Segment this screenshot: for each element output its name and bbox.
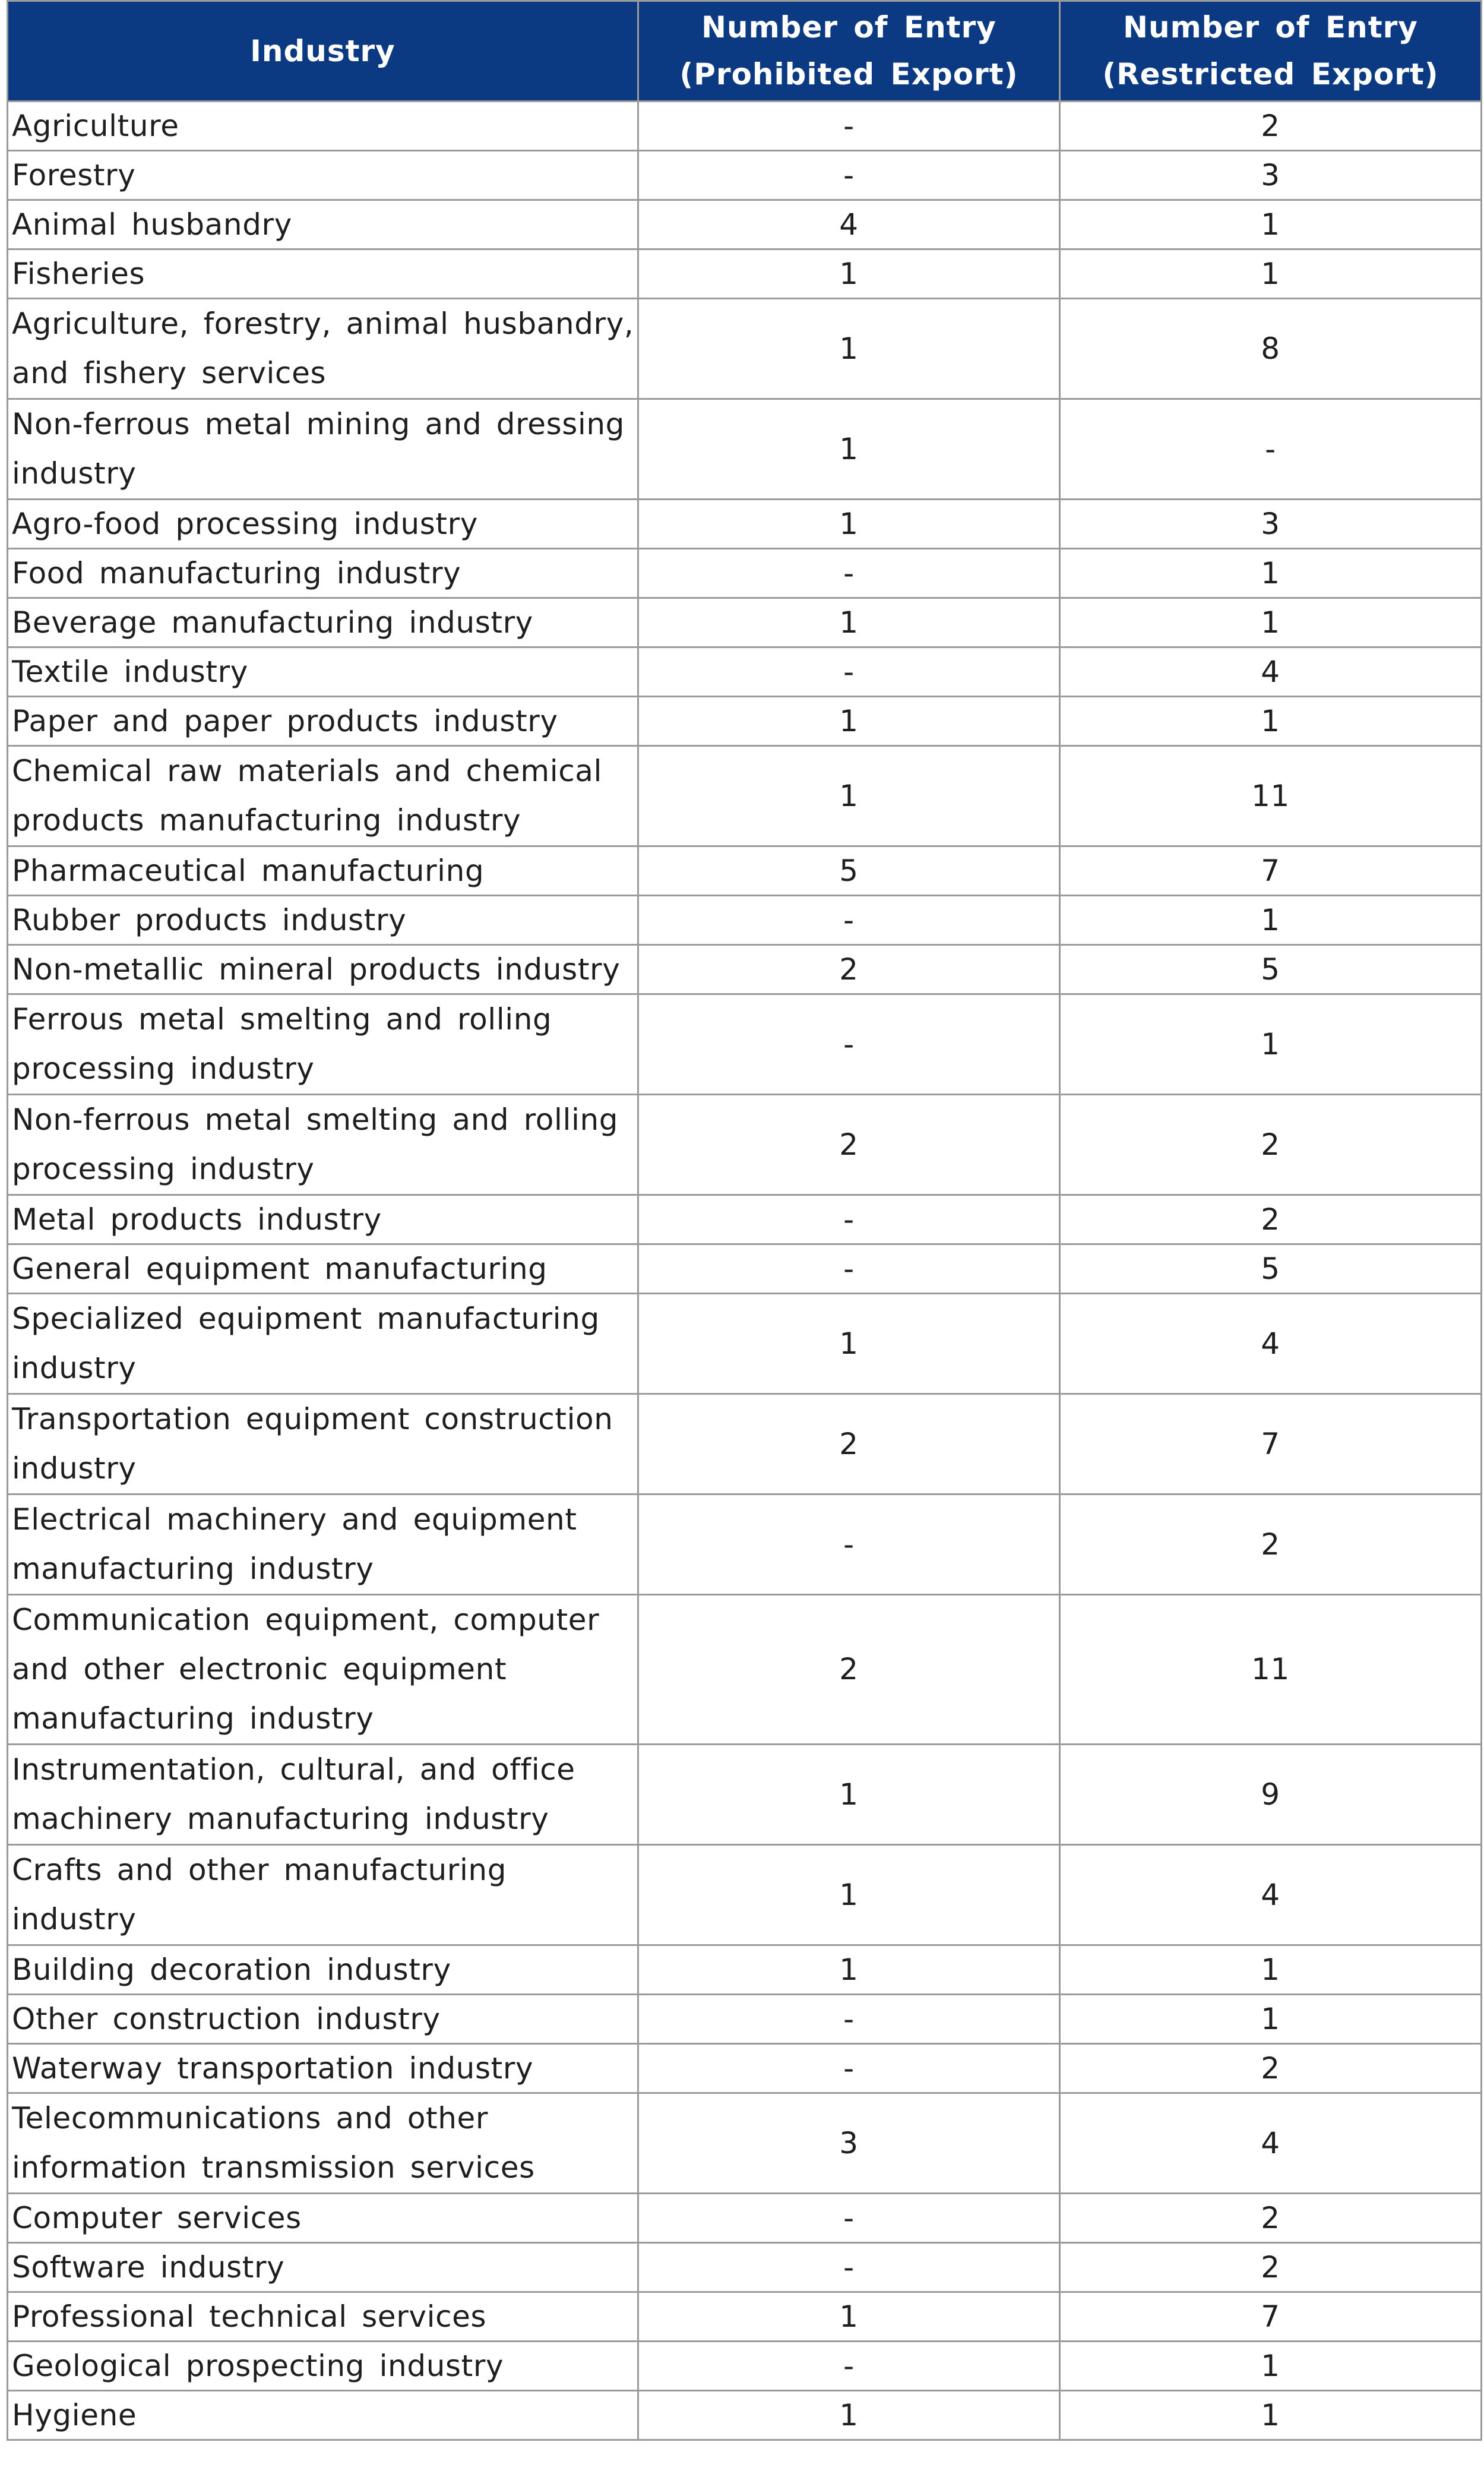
cell-restricted-count: 1: [1060, 1945, 1482, 1995]
table-body: [8, 102, 1482, 2440]
cell-industry: Agro-food processing industry: [8, 500, 638, 549]
cell-prohibited-count: 2: [638, 1595, 1060, 1745]
cell-restricted-count: 1: [1060, 200, 1482, 249]
table-row: [8, 500, 1482, 549]
cell-prohibited-count: 1: [638, 1845, 1060, 1945]
cell-industry: General equipment manufacturing: [8, 1244, 638, 1294]
cell-prohibited-count: 1: [638, 500, 1060, 549]
header-row: [8, 1, 1482, 102]
cell-industry: Agriculture, forestry, animal husbandry, and fishery services: [8, 299, 638, 399]
cell-industry: Forestry: [8, 151, 638, 200]
cell-prohibited-count: -: [638, 2243, 1060, 2292]
cell-restricted-count: 7: [1060, 1394, 1482, 1495]
cell-industry: Instrumentation, cultural, and office machinery manufacturing industry: [8, 1745, 638, 1845]
cell-prohibited-count: 1: [638, 1294, 1060, 1394]
table-row: [8, 647, 1482, 697]
cell-prohibited-count: -: [638, 994, 1060, 1095]
cell-prohibited-count: 4: [638, 200, 1060, 249]
cell-restricted-count: 1: [1060, 598, 1482, 647]
cell-industry: Professional technical services: [8, 2292, 638, 2342]
cell-prohibited-count: 1: [638, 2292, 1060, 2342]
cell-industry: Textile industry: [8, 647, 638, 697]
table-row: [8, 1195, 1482, 1244]
table-row: [8, 2342, 1482, 2391]
table-row: [8, 249, 1482, 299]
cell-industry: Non-metallic mineral products industry: [8, 945, 638, 994]
cell-industry: Fisheries: [8, 249, 638, 299]
cell-industry: Agriculture: [8, 102, 638, 151]
cell-restricted-count: 4: [1060, 647, 1482, 697]
cell-prohibited-count: 1: [638, 1745, 1060, 1845]
cell-restricted-count: 1: [1060, 697, 1482, 746]
cell-prohibited-count: -: [638, 2342, 1060, 2391]
cell-prohibited-count: 1: [638, 299, 1060, 399]
cell-prohibited-count: -: [638, 1495, 1060, 1595]
cell-restricted-count: 4: [1060, 1845, 1482, 1945]
table-row: [8, 1495, 1482, 1595]
cell-restricted-count: 2: [1060, 2243, 1482, 2292]
cell-prohibited-count: 1: [638, 249, 1060, 299]
table-row: [8, 2194, 1482, 2243]
table-row: [8, 746, 1482, 846]
cell-restricted-count: 2: [1060, 1495, 1482, 1595]
cell-industry: Rubber products industry: [8, 896, 638, 945]
table-row: [8, 2044, 1482, 2093]
cell-restricted-count: 8: [1060, 299, 1482, 399]
cell-restricted-count: 2: [1060, 1095, 1482, 1195]
cell-prohibited-count: 1: [638, 399, 1060, 500]
cell-restricted-count: 9: [1060, 1745, 1482, 1845]
cell-restricted-count: 11: [1060, 746, 1482, 846]
cell-restricted-count: 1: [1060, 896, 1482, 945]
cell-prohibited-count: -: [638, 102, 1060, 151]
table-row: [8, 896, 1482, 945]
cell-prohibited-count: 2: [638, 945, 1060, 994]
table-row: [8, 1995, 1482, 2044]
table-row: [8, 102, 1482, 151]
cell-restricted-count: -: [1060, 399, 1482, 500]
table-row: [8, 1095, 1482, 1195]
cell-prohibited-count: 5: [638, 846, 1060, 896]
cell-restricted-count: 3: [1060, 500, 1482, 549]
cell-restricted-count: 2: [1060, 102, 1482, 151]
cell-industry: Transportation equipment construction industry: [8, 1394, 638, 1495]
cell-industry: Waterway transportation industry: [8, 2044, 638, 2093]
cell-restricted-count: 2: [1060, 2194, 1482, 2243]
table-header: [8, 1, 1482, 102]
cell-restricted-count: 2: [1060, 1195, 1482, 1244]
cell-prohibited-count: -: [638, 1244, 1060, 1294]
cell-restricted-count: 4: [1060, 1294, 1482, 1394]
industry-entry-table-wrapper: [7, 0, 1480, 2441]
cell-industry: Telecommunications and other information transmission services: [8, 2093, 638, 2194]
cell-industry: Other construction industry: [8, 1995, 638, 2044]
cell-industry: Electrical machinery and equipment manufacturing industry: [8, 1495, 638, 1595]
cell-restricted-count: 1: [1060, 2391, 1482, 2440]
cell-prohibited-count: 1: [638, 746, 1060, 846]
table-row: [8, 2391, 1482, 2440]
cell-industry: Paper and paper products industry: [8, 697, 638, 746]
cell-restricted-count: 2: [1060, 2044, 1482, 2093]
table-row: [8, 399, 1482, 500]
table-row: [8, 994, 1482, 1095]
cell-industry: Software industry: [8, 2243, 638, 2292]
cell-restricted-count: 1: [1060, 1995, 1482, 2044]
cell-restricted-count: 1: [1060, 994, 1482, 1095]
cell-prohibited-count: -: [638, 647, 1060, 697]
cell-industry: Animal husbandry: [8, 200, 638, 249]
cell-prohibited-count: -: [638, 1195, 1060, 1244]
table-row: [8, 299, 1482, 399]
cell-prohibited-count: -: [638, 2194, 1060, 2243]
cell-restricted-count: 4: [1060, 2093, 1482, 2194]
cell-restricted-count: 3: [1060, 151, 1482, 200]
cell-industry: Crafts and other manufacturing industry: [8, 1845, 638, 1945]
table-row: [8, 1294, 1482, 1394]
table-row: [8, 2093, 1482, 2194]
cell-prohibited-count: 1: [638, 2391, 1060, 2440]
table-row: [8, 598, 1482, 647]
cell-restricted-count: 1: [1060, 549, 1482, 598]
table-row: [8, 846, 1482, 896]
industry-entry-table: [7, 0, 1482, 2441]
header-prohibited-export: Number of Entry (Prohibited Export): [638, 1, 1060, 102]
cell-prohibited-count: 3: [638, 2093, 1060, 2194]
cell-industry: Food manufacturing industry: [8, 549, 638, 598]
cell-prohibited-count: 1: [638, 697, 1060, 746]
table-row: [8, 2243, 1482, 2292]
table-row: [8, 1244, 1482, 1294]
table-row: [8, 1745, 1482, 1845]
cell-prohibited-count: -: [638, 151, 1060, 200]
cell-restricted-count: 5: [1060, 1244, 1482, 1294]
cell-restricted-count: 11: [1060, 1595, 1482, 1745]
cell-industry: Building decoration industry: [8, 1945, 638, 1995]
cell-industry: Non-ferrous metal smelting and rolling processing industry: [8, 1095, 638, 1195]
cell-restricted-count: 5: [1060, 945, 1482, 994]
cell-industry: Metal products industry: [8, 1195, 638, 1244]
cell-industry: Specialized equipment manufacturing industry: [8, 1294, 638, 1394]
cell-restricted-count: 1: [1060, 2342, 1482, 2391]
cell-prohibited-count: 2: [638, 1394, 1060, 1495]
cell-prohibited-count: -: [638, 896, 1060, 945]
cell-industry: Beverage manufacturing industry: [8, 598, 638, 647]
cell-industry: Communication equipment, computer and other electronic equipment manufacturing industry: [8, 1595, 638, 1745]
cell-industry: Hygiene: [8, 2391, 638, 2440]
cell-restricted-count: 7: [1060, 846, 1482, 896]
header-restricted-export: Number of Entry (Restricted Export): [1060, 1, 1482, 102]
table-row: [8, 1394, 1482, 1495]
cell-industry: Chemical raw materials and chemical products manufacturing industry: [8, 746, 638, 846]
cell-prohibited-count: -: [638, 1995, 1060, 2044]
table-row: [8, 697, 1482, 746]
header-industry: Industry: [8, 1, 638, 102]
cell-industry: Computer services: [8, 2194, 638, 2243]
table-row: [8, 945, 1482, 994]
cell-prohibited-count: -: [638, 549, 1060, 598]
cell-prohibited-count: 1: [638, 598, 1060, 647]
cell-prohibited-count: 1: [638, 1945, 1060, 1995]
cell-restricted-count: 1: [1060, 249, 1482, 299]
cell-industry: Geological prospecting industry: [8, 2342, 638, 2391]
table-row: [8, 1945, 1482, 1995]
table-row: [8, 1845, 1482, 1945]
table-row: [8, 2292, 1482, 2342]
table-row: [8, 200, 1482, 249]
table-row: [8, 549, 1482, 598]
cell-industry: Pharmaceutical manufacturing: [8, 846, 638, 896]
cell-restricted-count: 7: [1060, 2292, 1482, 2342]
cell-industry: Non-ferrous metal mining and dressing industry: [8, 399, 638, 500]
cell-prohibited-count: 2: [638, 1095, 1060, 1195]
table-row: [8, 1595, 1482, 1745]
cell-industry: Ferrous metal smelting and rolling processing industry: [8, 994, 638, 1095]
table-row: [8, 151, 1482, 200]
cell-prohibited-count: -: [638, 2044, 1060, 2093]
